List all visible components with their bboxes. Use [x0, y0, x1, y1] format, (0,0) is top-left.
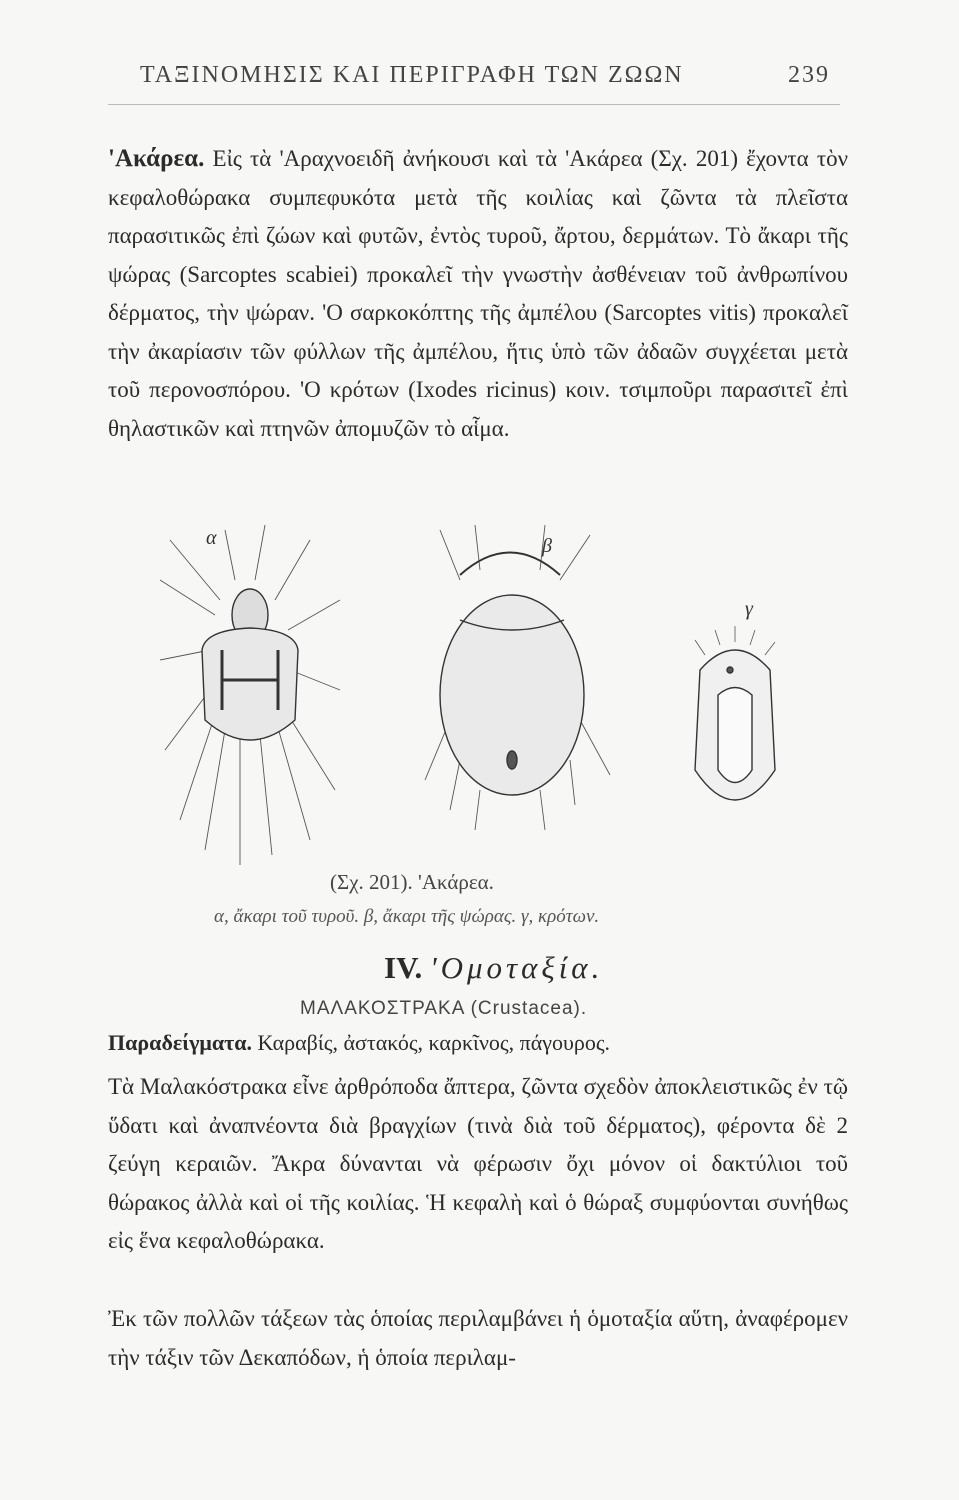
figure-caption-legend: α, ἄκαρι τοῦ τυροῦ. β, ἄκαρι τῆς ψώρας. γ, κρότων.	[214, 906, 600, 927]
page-number: 239	[788, 62, 830, 88]
figure-label-b: β	[542, 535, 552, 557]
mite-b-illustration	[425, 525, 610, 830]
class-subtitle: ΜΑΛΑΚΟΣΤΡΑΚΑ (Crustacea).	[300, 998, 588, 1019]
running-header-title: ΤΑΞΙΝΟΜΗΣΙΣ ΚΑΙ ΠΕΡΙΓΡΑΦΗ ΤΩΝ ΖΩΩΝ	[140, 62, 684, 88]
examples-label: Παραδείγματα.	[108, 1030, 253, 1055]
running-header	[140, 62, 830, 89]
class-name: 'Ομοταξία.	[429, 950, 604, 985]
crustacea-paragraph-2: Ἐκ τῶν πολλῶν τάξεων τὰς ὁποίας περιλαμβάνει ἡ ὁμοταξία αὕτη, ἀναφέρομεν τὴν τάξιν τῶν Δεκαπόδων, ἡ ὁποία περιλαμ-	[108, 1306, 848, 1370]
acarea-paragraph	[108, 140, 848, 448]
acarea-heading: 'Ακάρεα.	[108, 145, 205, 172]
figure-label-c: γ	[745, 598, 753, 620]
figure-label-a: α	[206, 527, 217, 549]
figure-caption-title: (Σχ. 201). 'Ακάρεα.	[330, 870, 494, 894]
class-heading	[384, 950, 603, 986]
class-number: IV.	[384, 950, 423, 985]
mite-a-illustration	[160, 525, 340, 865]
tick-c-illustration	[695, 598, 775, 800]
examples-text: Καραβίς, ἀστακός, καρκῖνος, πάγουρος.	[257, 1030, 611, 1055]
crustacea-paragraph-1: Τὰ Μαλακόστρακα εἶνε ἀρθρόποδα ἄπτερα, ζῶντα σχεδὸν ἀποκλειστικῶς ἐν τῷ ὕδατι καὶ ἀναπνέοντα διὰ βραγχίων (τινὰ διὰ τοῦ δέρματος), φέροντα δὲ 2 ζεύγη κεραιῶν. Ἄκρα δύνανται νὰ φέρωσιν ὄχι μόνον οἱ δακτύλιοι τοῦ θώρακος ἀλλὰ καὶ οἱ τῆς κοιλίας. Ἡ κεφαλὴ καὶ ὁ θώραξ συμφύονται συνήθως εἰς ἕνα κεφαλοθώρακα.	[108, 1074, 848, 1253]
acarea-body: Εἰς τὰ 'Αραχνοειδῆ ἀνήκουσι καὶ τὰ 'Ακάρεα (Σχ. 201) ἔχοντα τὸν κεφαλοθώρακα συμπεφυκότα μετὰ τῆς κοιλίας καὶ ζῶντα τὰ πλεῖστα παρασιτικῶς ἐπὶ ζώων καὶ φυτῶν, ἐντὸς τυροῦ, ἄρτου, δερμάτων. Τὸ ἄκαρι τῆς ψώρας (Sarcoptes scabiei) προκαλεῖ τὴν γνωστὴν ἀσθένειαν τοῦ ἀνθρωπίνου δέρματος, τὴν ψώραν. 'Ο σαρκοκόπτης τῆς ἀμπέλου (Sarcoptes vitis) προκαλεῖ τὴν ἀκαρίασιν τῶν φύλλων τῆς ἀμπέλου, ἥτις ὑπὸ τῶν ἀδαῶν συγχέεται μετὰ τοῦ περονοσπόρου. 'Ο κρότων (Ixodes ricinus) κοιν. τσιμποῦρι παρασιτεῖ ἐπὶ θηλαστικῶν καὶ πτηνῶν ἀπομυζῶν τὸ αἷμα.	[108, 146, 848, 441]
examples-line	[108, 1030, 610, 1056]
figure-201-illustration	[160, 520, 840, 880]
header-rule	[108, 104, 840, 105]
